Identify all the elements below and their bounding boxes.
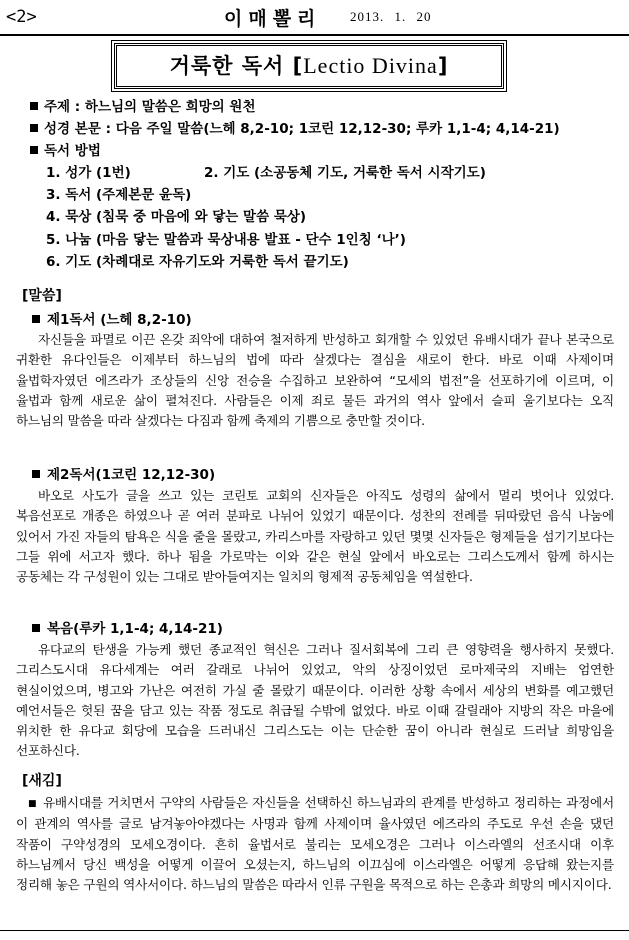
section-heading-reflection: [새김]: [22, 773, 62, 789]
reading-text: 유다교의 탄생을 가능케 했던 종교적인 혁신은 그러나 질서회복에 그리 큰 영향력을 행사하지 못했다. 그리스도시대 유다세계는 여러 갈래로 나뉘어 있었고, 악의 상징이었던 로마제국의 지배는 엄연한 현실이었으며, 병고와 가난은 여전히 가실 줄 몰랐기 때문이다. 이러한 상황 속에서 세상의 변화를 예고했던 예언서들은 헛된 꿈을 담고 있는 작품 정도로 취급될 수밖에 없었다. 바로 이때 갈릴래아 지방의 작은 마을에 위치한 한 유다교 회당에 모습을 드러내신 그리스도는 이는 단순한 꿈이 아니라 현실로 드러날 희망임을 선포하신다.: [16, 642, 614, 759]
scripture-label: 성경 본문: [44, 121, 101, 137]
reading-heading: 제2독서(1코린 12,12-30): [32, 463, 215, 483]
method-line: [30, 139, 101, 159]
step-item: 6. 기도 (차례대로 자유기도와 거룩한 독서 끝기도): [46, 254, 349, 270]
square-bullet-icon: [30, 102, 38, 110]
title-bracket-open: [: [292, 54, 304, 78]
theme-label: 주제: [44, 99, 71, 115]
page-title: [114, 43, 504, 89]
title-bracket-close: ]: [437, 54, 449, 78]
method-label: 독서 방법: [44, 143, 101, 159]
theme-text: 하느님의 말씀은 희망의 원천: [84, 99, 256, 115]
bottom-rule: [0, 930, 629, 931]
reading-heading: 복음(루카 1,1-4; 4,14-21): [32, 617, 223, 637]
page-number: <2>: [6, 7, 37, 27]
scripture-text: 다음 주일 말씀(느헤 8,2-10; 1코린 12,12-30; 루카 1,1-4; 4,14-21): [115, 121, 560, 137]
page-header: [0, 0, 629, 36]
step-item: 5. 나눔 (마음 닿는 말씀과 묵상내용 발표 - 단수 1인칭 ‘나’): [46, 232, 406, 248]
section-heading-word: [말씀]: [22, 288, 62, 304]
title-korean: 거룩한 독서: [169, 54, 285, 78]
reading-heading: 제1독서 (느헤 8,2-10): [32, 308, 192, 328]
square-bullet-icon: ■: [28, 799, 37, 809]
newsletter-name: 이매뽈리: [224, 8, 322, 30]
step-item: 2. 기도 (소공동체 기도, 거룩한 독서 시작기도): [204, 165, 486, 181]
square-bullet-icon: [32, 624, 40, 632]
step-item: 4. 묵상 (침묵 중 마음에 와 닿는 말씀 묵상): [46, 209, 307, 225]
reading-text: 자신들을 파멸로 이끈 온갖 죄악에 대하여 철저하게 반성하고 회개할 수 있었던 유배시대가 끝나 본국으로 귀환한 유다인들은 이제부터 하느님의 법에 따라 살겠다는 결심을 새로이 한다. 바로 이때 사제이며 율법학자였던 에즈라가 조상들의 신앙 전승을 수집하고 보완하여 “모세의 법전”을 선포하기에 이르며, 이 율법과 함께 새로운 삶이 펼쳐진다. 사람들은 이제 죄로 물든 과거의 역사 앞에서 슬피 울기보다는 오직 하느님의 말씀을 따라 살겠다는 다짐과 함께 축제의 기쁨으로 충만할 것이다.: [16, 332, 614, 429]
title-latin: Lectio Divina: [303, 53, 438, 78]
square-bullet-icon: [30, 146, 38, 154]
square-bullet-icon: [30, 124, 38, 132]
reading-text: 바오로 사도가 글을 쓰고 있는 코린토 교회의 신자들은 아직도 성령의 삶에서 멀리 벗어나 있었다. 복음선포로 개종은 하였으나 곧 여러 분파로 나뉘어 있었기 때문이다. 성찬의 전례를 뒤따랐던 음식 나눔에 있어서 가진 자들의 탐욕은 식을 줄을 몰랐고, 카리스마를 자랑하고 있던 몇몇 신자들은 형제들을 섬기기보다는 그들 위에 서고자 했다. 하나 됨을 가로막는 이와 같은 현실 앞에서 바오로는 그리스도께서 함께 하시는 공동체는 각 구성원이 있는 그대로 받아들여지는 일치의 형제적 공동체임을 역설한다.: [16, 488, 614, 585]
square-bullet-icon: [32, 470, 40, 478]
scripture-line: 성경 본문 : 다음 주일 말씀(느헤 8,2-10; 1코린 12,12-30; 루카 1,1-4; 4,14-21): [30, 117, 560, 137]
issue-date: 2013. 1. 20: [350, 9, 432, 24]
square-bullet-icon: [32, 315, 40, 323]
reflection-text: ■ 유배시대를 거치면서 구약의 사람들은 자신들을 선택하신 하느님과의 관계를 반성하고 정리하는 과정에서 이 관계의 역사를 글로 남겨놓아야겠다는 사명과 함께 사제이며 율사였던 에즈라의 주도로 우선 손을 댔던 작품이 구약성경의 모세오경이다. 흔히 율법서로 불리는 모세오경은 그러나 이스라엘의 선조시대 이후 하느님께서 당신 백성을 어떻게 이끌어 오셨는지, 하느님의 이끄심에 이스라엘은 어떻게 응답해 왔는지를 정리해 놓은 구원의 역사서이다. 하느님의 말씀은 따라서 인류 구원을 목적으로 하는 은총과 희망의 메시지이다.: [16, 795, 614, 893]
step-item: 3. 독서 (주제본문 윤독): [46, 187, 192, 203]
step-item: 1. 성가 (1번): [46, 165, 131, 181]
theme-line: 주제 : 하느님의 말씀은 희망의 원천: [30, 95, 256, 115]
